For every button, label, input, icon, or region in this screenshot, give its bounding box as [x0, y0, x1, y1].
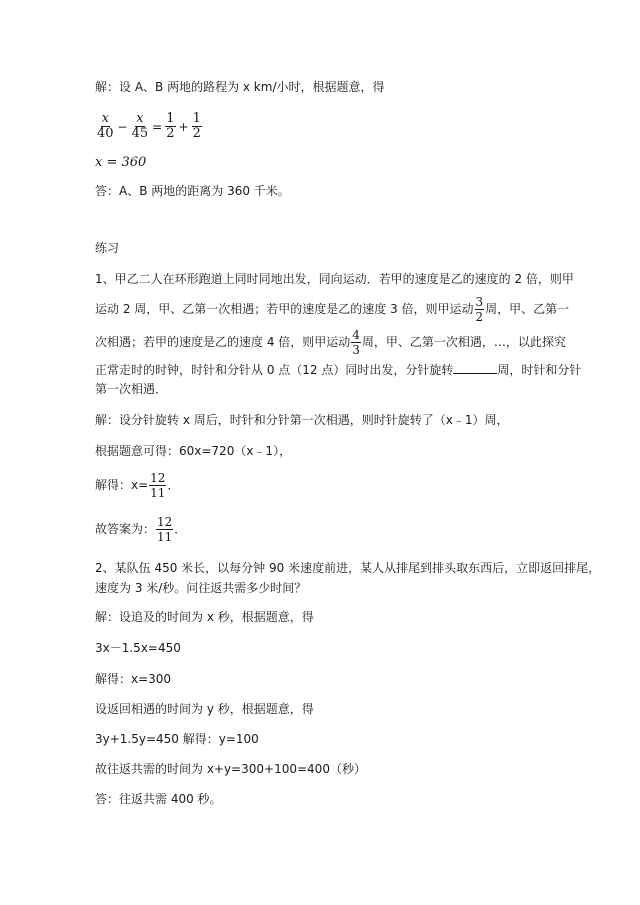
fraction-denominator: 40 [97, 126, 114, 141]
fraction-denominator: 2 [166, 126, 175, 141]
fraction-denominator: 45 [131, 126, 149, 141]
problem1-line1: 1、甲乙二人在环形跑道上同时同地出发，同向运动．若甲的速度是乙的速度的 2 倍，则甲 [95, 272, 574, 286]
text-segment: 周，甲、乙第一 [485, 302, 570, 316]
text-segment: 正常走时的时钟，时针和分针从 0 点（12 点）同时出发，分针旋转 [95, 363, 454, 377]
fraction-denominator: 2 [192, 126, 201, 141]
equation-result: x = 360 [95, 155, 147, 170]
problem1-solution-line3 [95, 470, 179, 500]
text-segment: 周，时针和分针 [497, 363, 582, 377]
fraction-denominator: 11 [150, 486, 166, 500]
text-segment: 解得：x= [95, 478, 149, 492]
problem2-solution-line5: 3y+1.5y=450 解得：y=100 [95, 732, 259, 746]
fraction-denominator: 3 [352, 343, 360, 357]
fraction-numerator: 1 [192, 111, 201, 126]
problem2-solution-line4: 设返回相遇的时间为 y 秒，根据题意，得 [95, 702, 314, 716]
text-segment: 运动 2 周，甲、乙第一次相遇；若甲的速度是乙的速度 3 倍，则甲运动 [95, 302, 474, 316]
fraction-numerator: x [136, 111, 144, 126]
fraction [351, 328, 361, 357]
problem1-solution-line1: 解：设分针旋转 x 周后，时针和分针第一次相遇，则时针旋转了（x﹣1）周， [95, 413, 509, 427]
fraction-numerator: 12 [157, 515, 173, 529]
fraction-numerator: x [101, 111, 109, 126]
text-segment: 周，甲、乙第一次相遇，…，以此探究 [361, 335, 566, 349]
fraction [96, 112, 115, 141]
problem1-line4 [95, 361, 581, 378]
equation [95, 112, 203, 141]
problem2-solution-line2: 3x－1.5x=450 [95, 641, 181, 655]
problem2-line2: 速度为 3 米/秒。问往返共需多少时间？ [95, 581, 307, 595]
problem1-line2 [95, 294, 569, 324]
fraction [165, 112, 175, 141]
fraction-numerator: 3 [475, 295, 484, 309]
solution-answer: 答：A、B 两地的距离为 360 千米。 [95, 184, 290, 198]
minus-sign: − [117, 119, 128, 134]
problem2-solution-line6: 故往返共需的时间为 x+y=300+100=400（秒） [95, 762, 366, 776]
fraction-denominator: 11 [157, 530, 173, 544]
fraction [149, 471, 166, 500]
text-segment: ． [174, 522, 187, 536]
text-segment: ． [167, 478, 180, 492]
answer-blank [453, 361, 497, 374]
plus-sign: + [178, 119, 189, 134]
problem2-answer: 答：往返共需 400 秒。 [95, 792, 222, 806]
problem1-line3 [95, 327, 566, 357]
problem2-solution-line3: 解得：x=300 [95, 672, 172, 686]
fraction [475, 295, 485, 324]
text-segment: 次相遇；若甲的速度是乙的速度 4 倍，则甲运动 [95, 335, 351, 349]
solution-intro: 解：设 A、B 两地的路程为 x km/小时，根据题意，得 [95, 80, 385, 94]
fraction [131, 112, 150, 141]
problem1-line5: 第一次相遇． [95, 382, 168, 396]
fraction [192, 112, 202, 141]
equals-sign: = [152, 119, 163, 134]
fraction-numerator: 12 [150, 471, 166, 485]
problem1-solution-line4 [95, 514, 186, 544]
problem2-line1: 2、某队伍 450 米长，以每分钟 90 米速度前进，某人从排尾到排头取东西后，立即返回排尾， [95, 561, 601, 575]
section-title: 练习 [95, 241, 120, 255]
problem1-solution-line2: 根据题意可得：60x=720（x﹣1）， [95, 444, 292, 458]
fraction-denominator: 2 [475, 310, 484, 324]
text-segment: 故答案为： [95, 522, 156, 536]
fraction-numerator: 1 [166, 111, 175, 126]
problem2-solution-line1: 解：设追及的时间为 x 秒，根据题意，得 [95, 610, 314, 624]
fraction-numerator: 4 [352, 328, 360, 342]
fraction [156, 515, 173, 544]
